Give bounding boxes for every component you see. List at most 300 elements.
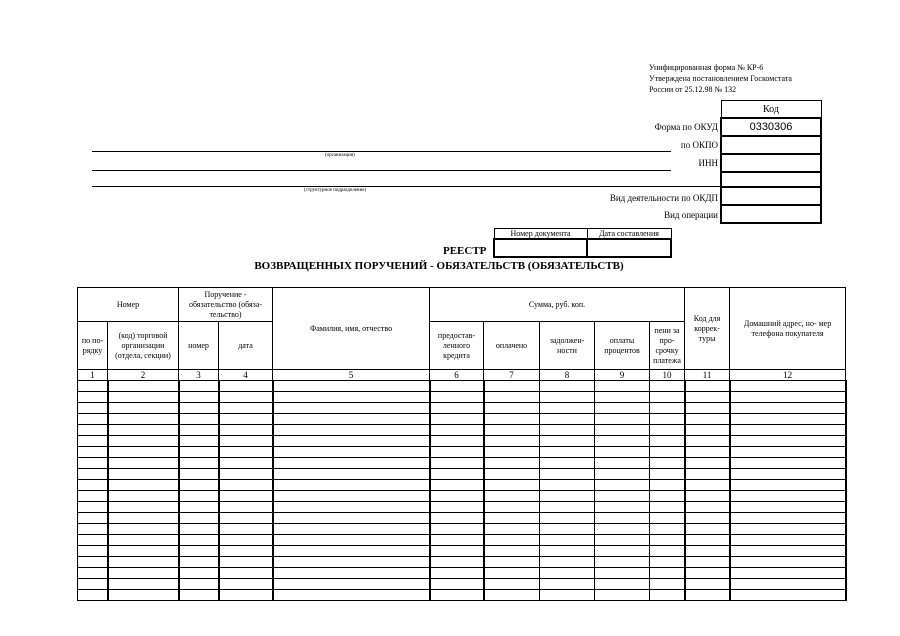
table-cell[interactable] — [484, 535, 540, 546]
table-cell[interactable] — [595, 513, 650, 524]
table-cell[interactable] — [595, 535, 650, 546]
table-cell[interactable] — [273, 436, 430, 447]
table-cell[interactable] — [730, 491, 846, 502]
table-cell[interactable] — [179, 480, 219, 491]
table-cell[interactable] — [595, 568, 650, 579]
table-cell[interactable] — [78, 557, 108, 568]
table-cell[interactable] — [595, 392, 650, 403]
table-cell[interactable] — [78, 447, 108, 458]
table-cell[interactable] — [595, 557, 650, 568]
table-cell[interactable] — [219, 491, 273, 502]
table-cell[interactable] — [273, 579, 430, 590]
table-cell[interactable] — [78, 568, 108, 579]
table-cell[interactable] — [685, 590, 730, 601]
table-cell[interactable] — [540, 447, 595, 458]
table-cell[interactable] — [273, 546, 430, 557]
table-cell[interactable] — [484, 381, 540, 392]
table-cell[interactable] — [108, 414, 179, 425]
table-cell[interactable] — [685, 458, 730, 469]
table-cell[interactable] — [430, 502, 484, 513]
table-cell[interactable] — [730, 502, 846, 513]
table-cell[interactable] — [179, 590, 219, 601]
table-cell[interactable] — [219, 458, 273, 469]
table-cell[interactable] — [650, 590, 685, 601]
table-cell[interactable] — [273, 392, 430, 403]
table-cell[interactable] — [685, 447, 730, 458]
th-sum-group: Сумма, руб. коп. — [430, 288, 685, 322]
table-cell[interactable] — [595, 425, 650, 436]
okdp-code[interactable] — [721, 187, 821, 205]
table-cell[interactable] — [730, 425, 846, 436]
table-cell[interactable] — [219, 579, 273, 590]
table-cell[interactable] — [540, 546, 595, 557]
table-cell[interactable] — [430, 403, 484, 414]
th-org-code: (код) торговой организации (отдела, секции) — [108, 322, 179, 370]
table-cell[interactable] — [595, 524, 650, 535]
column-number: 9 — [595, 370, 650, 381]
table-row — [78, 447, 846, 458]
table-cell[interactable] — [78, 491, 108, 502]
table-cell[interactable] — [430, 557, 484, 568]
table-cell[interactable] — [650, 502, 685, 513]
table-cell[interactable] — [685, 502, 730, 513]
table-cell[interactable] — [685, 392, 730, 403]
table-cell[interactable] — [179, 403, 219, 414]
table-cell[interactable] — [273, 557, 430, 568]
table-cell[interactable] — [430, 535, 484, 546]
table-cell[interactable] — [108, 469, 179, 480]
doc-date-label: Дата составления — [587, 229, 671, 240]
doc-date-field[interactable] — [587, 239, 671, 257]
operation-code[interactable] — [721, 205, 821, 223]
table-cell[interactable] — [219, 392, 273, 403]
organization-line-2[interactable] — [92, 170, 671, 171]
okpo-code[interactable] — [721, 136, 821, 154]
table-cell[interactable] — [179, 425, 219, 436]
division-line[interactable] — [92, 186, 720, 187]
table-cell[interactable] — [273, 469, 430, 480]
table-cell[interactable] — [179, 436, 219, 447]
table-row — [78, 414, 846, 425]
table-cell[interactable] — [108, 502, 179, 513]
table-cell[interactable] — [730, 590, 846, 601]
table-cell[interactable] — [219, 414, 273, 425]
table-cell[interactable] — [430, 447, 484, 458]
table-cell[interactable] — [273, 491, 430, 502]
table-cell[interactable] — [430, 392, 484, 403]
table-row — [78, 546, 846, 557]
column-number: 10 — [650, 370, 685, 381]
registry-body — [78, 381, 846, 601]
table-cell[interactable] — [650, 480, 685, 491]
table-cell[interactable] — [685, 480, 730, 491]
table-cell[interactable] — [595, 480, 650, 491]
table-cell[interactable] — [484, 447, 540, 458]
table-cell[interactable] — [730, 436, 846, 447]
table-cell[interactable] — [540, 568, 595, 579]
table-cell[interactable] — [685, 535, 730, 546]
table-cell[interactable] — [595, 579, 650, 590]
table-cell[interactable] — [650, 491, 685, 502]
table-cell[interactable] — [730, 392, 846, 403]
table-cell[interactable] — [108, 535, 179, 546]
table-cell[interactable] — [219, 436, 273, 447]
table-cell[interactable] — [179, 502, 219, 513]
table-cell[interactable] — [540, 557, 595, 568]
table-cell[interactable] — [273, 403, 430, 414]
column-number: 5 — [273, 370, 430, 381]
table-cell[interactable] — [108, 436, 179, 447]
table-row — [78, 568, 846, 579]
table-cell[interactable] — [540, 480, 595, 491]
table-cell[interactable] — [484, 546, 540, 557]
table-cell[interactable] — [650, 425, 685, 436]
table-row — [78, 469, 846, 480]
table-cell[interactable] — [484, 568, 540, 579]
table-cell[interactable] — [595, 458, 650, 469]
table-cell[interactable] — [108, 480, 179, 491]
table-cell[interactable] — [650, 392, 685, 403]
table-cell[interactable] — [108, 546, 179, 557]
table-cell[interactable] — [540, 414, 595, 425]
table-cell[interactable] — [484, 524, 540, 535]
table-cell[interactable] — [540, 458, 595, 469]
th-debt: задолжен- ности — [540, 322, 595, 370]
table-cell[interactable] — [273, 447, 430, 458]
table-cell[interactable] — [78, 579, 108, 590]
registry-table — [77, 287, 847, 601]
table-cell[interactable] — [685, 579, 730, 590]
table-cell[interactable] — [484, 513, 540, 524]
table-cell[interactable] — [219, 447, 273, 458]
table-cell[interactable] — [650, 469, 685, 480]
table-cell[interactable] — [219, 403, 273, 414]
table-cell[interactable] — [540, 469, 595, 480]
table-cell[interactable] — [730, 458, 846, 469]
codes-table — [720, 100, 822, 224]
table-cell[interactable] — [108, 513, 179, 524]
table-cell[interactable] — [108, 425, 179, 436]
th-order-date: дата — [219, 322, 273, 370]
table-cell[interactable] — [430, 381, 484, 392]
table-cell[interactable] — [540, 403, 595, 414]
table-cell[interactable] — [650, 447, 685, 458]
table-cell[interactable] — [685, 425, 730, 436]
table-cell[interactable] — [430, 590, 484, 601]
table-cell[interactable] — [730, 568, 846, 579]
table-cell[interactable] — [650, 535, 685, 546]
table-cell[interactable] — [273, 524, 430, 535]
table-cell[interactable] — [219, 557, 273, 568]
table-cell[interactable] — [430, 469, 484, 480]
table-cell[interactable] — [108, 590, 179, 601]
table-cell[interactable] — [685, 491, 730, 502]
table-cell[interactable] — [595, 590, 650, 601]
form-header-note — [649, 62, 792, 95]
table-cell[interactable] — [730, 579, 846, 590]
table-cell[interactable] — [730, 447, 846, 458]
table-cell[interactable] — [595, 436, 650, 447]
table-row — [78, 480, 846, 491]
table-cell[interactable] — [78, 590, 108, 601]
th-interest: оплаты процентов — [595, 322, 650, 370]
table-cell[interactable] — [685, 513, 730, 524]
table-cell[interactable] — [484, 557, 540, 568]
table-cell[interactable] — [78, 502, 108, 513]
table-cell[interactable] — [108, 403, 179, 414]
table-cell[interactable] — [484, 458, 540, 469]
table-cell[interactable] — [273, 568, 430, 579]
th-penalty: пени за про- срочку платежа — [650, 322, 685, 370]
table-cell[interactable] — [219, 513, 273, 524]
table-cell[interactable] — [430, 568, 484, 579]
table-cell[interactable] — [730, 480, 846, 491]
table-cell[interactable] — [219, 568, 273, 579]
table-cell[interactable] — [273, 590, 430, 601]
document-box — [493, 228, 672, 258]
table-cell[interactable] — [430, 579, 484, 590]
table-row — [78, 436, 846, 447]
table-cell[interactable] — [650, 579, 685, 590]
table-cell[interactable] — [78, 458, 108, 469]
table-cell[interactable] — [685, 414, 730, 425]
table-cell[interactable] — [430, 458, 484, 469]
table-cell[interactable] — [219, 381, 273, 392]
table-row — [78, 392, 846, 403]
table-cell[interactable] — [179, 491, 219, 502]
table-cell[interactable] — [650, 557, 685, 568]
table-cell[interactable] — [219, 546, 273, 557]
table-cell[interactable] — [540, 392, 595, 403]
table-cell[interactable] — [685, 557, 730, 568]
table-cell[interactable] — [179, 381, 219, 392]
table-cell[interactable] — [595, 502, 650, 513]
table-cell[interactable] — [484, 579, 540, 590]
table-cell[interactable] — [179, 557, 219, 568]
table-cell[interactable] — [219, 535, 273, 546]
table-cell[interactable] — [685, 436, 730, 447]
title-registry: РЕЕСТР — [443, 245, 487, 257]
table-cell[interactable] — [540, 381, 595, 392]
division-caption: (структурное подразделение) — [304, 188, 367, 193]
table-cell[interactable] — [540, 579, 595, 590]
table-cell[interactable] — [179, 469, 219, 480]
th-order-group: Поручение - обязательство (обяза- тельство) — [179, 288, 273, 322]
column-number: 3 — [179, 370, 219, 381]
table-cell[interactable] — [430, 546, 484, 557]
table-cell[interactable] — [730, 524, 846, 535]
table-cell[interactable] — [273, 458, 430, 469]
th-paid: оплачено — [484, 322, 540, 370]
table-cell[interactable] — [650, 403, 685, 414]
table-cell[interactable] — [179, 524, 219, 535]
table-cell[interactable] — [108, 579, 179, 590]
table-cell[interactable] — [730, 469, 846, 480]
table-cell[interactable] — [484, 491, 540, 502]
table-cell[interactable] — [540, 491, 595, 502]
code-blank[interactable] — [721, 172, 821, 187]
table-cell[interactable] — [650, 513, 685, 524]
table-cell[interactable] — [540, 425, 595, 436]
table-cell[interactable] — [595, 447, 650, 458]
table-cell[interactable] — [685, 381, 730, 392]
table-cell[interactable] — [78, 425, 108, 436]
table-cell[interactable] — [595, 414, 650, 425]
table-cell[interactable] — [430, 513, 484, 524]
okpo-label: по ОКПО — [680, 140, 718, 150]
th-seq: по по- рядку — [78, 322, 108, 370]
table-cell[interactable] — [730, 403, 846, 414]
table-cell[interactable] — [108, 557, 179, 568]
table-cell[interactable] — [78, 513, 108, 524]
inn-label: ИНН — [698, 158, 718, 168]
table-row — [78, 403, 846, 414]
table-cell[interactable] — [219, 590, 273, 601]
table-cell[interactable] — [108, 491, 179, 502]
table-cell[interactable] — [78, 469, 108, 480]
table-cell[interactable] — [540, 590, 595, 601]
table-cell[interactable] — [540, 513, 595, 524]
table-cell[interactable] — [179, 579, 219, 590]
table-cell[interactable] — [650, 524, 685, 535]
table-row — [78, 491, 846, 502]
table-cell[interactable] — [650, 458, 685, 469]
table-cell[interactable] — [540, 524, 595, 535]
table-cell[interactable] — [78, 436, 108, 447]
table-cell[interactable] — [179, 392, 219, 403]
table-cell[interactable] — [219, 480, 273, 491]
table-cell[interactable] — [108, 381, 179, 392]
table-cell[interactable] — [650, 568, 685, 579]
table-cell[interactable] — [430, 436, 484, 447]
table-cell[interactable] — [595, 403, 650, 414]
table-cell[interactable] — [78, 403, 108, 414]
table-cell[interactable] — [540, 502, 595, 513]
okdp-label: Вид деятельности по ОКДП — [609, 193, 718, 203]
table-row — [78, 535, 846, 546]
table-cell[interactable] — [430, 480, 484, 491]
column-number: 6 — [430, 370, 484, 381]
table-cell[interactable] — [78, 535, 108, 546]
table-cell[interactable] — [430, 425, 484, 436]
table-cell[interactable] — [430, 524, 484, 535]
table-cell[interactable] — [78, 392, 108, 403]
okud-code[interactable]: 0330306 — [721, 118, 821, 136]
table-cell[interactable] — [273, 425, 430, 436]
table-cell[interactable] — [650, 414, 685, 425]
table-cell[interactable] — [685, 568, 730, 579]
table-row — [78, 513, 846, 524]
table-cell[interactable] — [484, 436, 540, 447]
table-cell[interactable] — [730, 557, 846, 568]
table-cell[interactable] — [108, 524, 179, 535]
table-cell[interactable] — [430, 414, 484, 425]
table-cell[interactable] — [685, 469, 730, 480]
table-cell[interactable] — [484, 392, 540, 403]
table-cell[interactable] — [484, 502, 540, 513]
table-cell[interactable] — [179, 535, 219, 546]
table-row — [78, 381, 846, 392]
table-cell[interactable] — [730, 513, 846, 524]
table-cell[interactable] — [219, 425, 273, 436]
table-cell[interactable] — [273, 535, 430, 546]
table-cell[interactable] — [730, 414, 846, 425]
table-cell[interactable] — [595, 381, 650, 392]
column-number: 8 — [540, 370, 595, 381]
table-cell[interactable] — [484, 403, 540, 414]
table-cell[interactable] — [108, 458, 179, 469]
table-cell[interactable] — [484, 480, 540, 491]
table-cell[interactable] — [685, 546, 730, 557]
organization-line[interactable] — [92, 151, 671, 152]
table-cell[interactable] — [78, 414, 108, 425]
table-row — [78, 458, 846, 469]
table-cell[interactable] — [219, 524, 273, 535]
table-cell[interactable] — [78, 524, 108, 535]
table-cell[interactable] — [179, 546, 219, 557]
table-cell[interactable] — [78, 381, 108, 392]
column-number: 1 — [78, 370, 108, 381]
table-cell[interactable] — [108, 568, 179, 579]
table-cell[interactable] — [484, 590, 540, 601]
table-cell[interactable] — [730, 381, 846, 392]
title-main: ВОЗВРАЩЕННЫХ ПОРУЧЕНИЙ - ОБЯЗАТЕЛЬСТВ (ОБЯЗАТЕЛЬСТВ) — [254, 260, 624, 272]
table-cell[interactable] — [730, 535, 846, 546]
table-cell[interactable] — [179, 458, 219, 469]
table-cell[interactable] — [219, 469, 273, 480]
table-cell[interactable] — [650, 381, 685, 392]
th-address: Домашний адрес, но- мер телефона покупателя — [730, 288, 846, 370]
table-cell[interactable] — [179, 513, 219, 524]
table-cell[interactable] — [595, 546, 650, 557]
table-cell[interactable] — [484, 425, 540, 436]
table-cell[interactable] — [179, 568, 219, 579]
table-row — [78, 579, 846, 590]
table-cell[interactable] — [540, 436, 595, 447]
table-cell[interactable] — [219, 502, 273, 513]
table-cell[interactable] — [273, 513, 430, 524]
table-cell[interactable] — [273, 480, 430, 491]
table-cell[interactable] — [179, 414, 219, 425]
table-cell[interactable] — [540, 535, 595, 546]
doc-number-field[interactable] — [494, 239, 587, 257]
table-cell[interactable] — [685, 403, 730, 414]
table-cell[interactable] — [650, 546, 685, 557]
table-cell[interactable] — [430, 491, 484, 502]
table-row — [78, 524, 846, 535]
operation-label: Вид операции — [664, 210, 718, 220]
table-row — [78, 425, 846, 436]
table-cell[interactable] — [730, 546, 846, 557]
table-cell[interactable] — [273, 502, 430, 513]
table-cell[interactable] — [108, 447, 179, 458]
table-cell[interactable] — [78, 480, 108, 491]
table-cell[interactable] — [685, 524, 730, 535]
table-cell[interactable] — [179, 447, 219, 458]
table-cell[interactable] — [595, 469, 650, 480]
table-row — [78, 590, 846, 601]
table-cell[interactable] — [78, 546, 108, 557]
table-cell[interactable] — [650, 436, 685, 447]
inn-code[interactable] — [721, 154, 821, 172]
codes-header: Код — [721, 101, 821, 119]
table-cell[interactable] — [484, 469, 540, 480]
table-cell[interactable] — [108, 392, 179, 403]
table-cell[interactable] — [273, 381, 430, 392]
table-cell[interactable] — [484, 414, 540, 425]
table-cell[interactable] — [273, 414, 430, 425]
table-cell[interactable] — [595, 491, 650, 502]
